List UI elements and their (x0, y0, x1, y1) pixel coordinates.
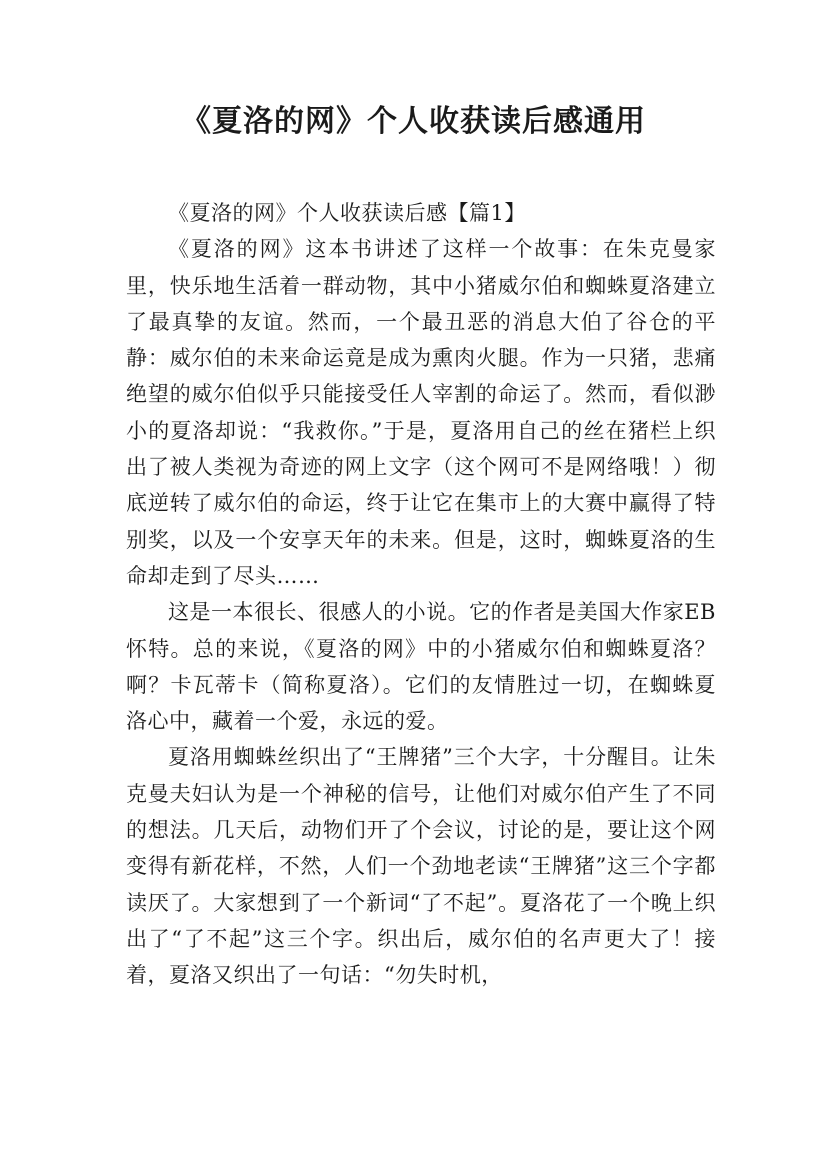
paragraph: 夏洛用蜘蛛丝织出了“王牌猪”三个大字，十分醒目。让朱克曼夫妇认为是一个神秘的信号，让他们对威尔伯产生了不同的想法。几天后，动物们开了个会议，讨论的是，要让这个网变得有新花样，不然，人们一个劲地老读“王牌猪”这三个字都读厌了。大家想到了一个新词“了不起”。夏洛花了一个晚上织出了“了不起”这三个字。织出后，威尔伯的名声更大了！接着，夏洛又织出了一句话：“勿失时机， (126, 745, 716, 988)
section-heading: 《夏洛的网》个人收获读后感【篇1】 (168, 201, 526, 225)
document-title: 《夏洛的网》个人收获读后感通用 (181, 104, 646, 139)
paragraph: 《夏洛的网》这本书讲述了这样一个故事：在朱克曼家里，快乐地生活着一群动物，其中小猪威尔伯和蜘蛛夏洛建立了最真挚的友谊。然而，一个最丑恶的消息大伯了谷仓的平静：威尔伯的未来命运竟是成为熏肉火腿。作为一只猪，悲痛绝望的威尔伯似乎只能接受任人宰割的命运了。然而，看似渺小的夏洛却说：“我救你。”于是，夏洛用自己的丝在猪栏上织出了被人类视为奇迹的网上文字（这个网可不是网络哦！）彻底逆转了威尔伯的命运，终于让它在集市上的大赛中赢得了特别奖，以及一个安享天年的未来。但是，这时，蜘蛛夏洛的生命却走到了尽头…… (126, 237, 716, 588)
document-body (126, 195, 716, 994)
paragraph: 这是一本很长、很感人的小说。它的作者是美国大作家EB怀特。总的来说，《夏洛的网》中的小猪威尔伯和蜘蛛夏洛？啊？卡瓦蒂卡（简称夏洛）。它们的友情胜过一切，在蜘蛛夏洛心中，藏着一个爱，永远的爱。 (126, 600, 716, 734)
